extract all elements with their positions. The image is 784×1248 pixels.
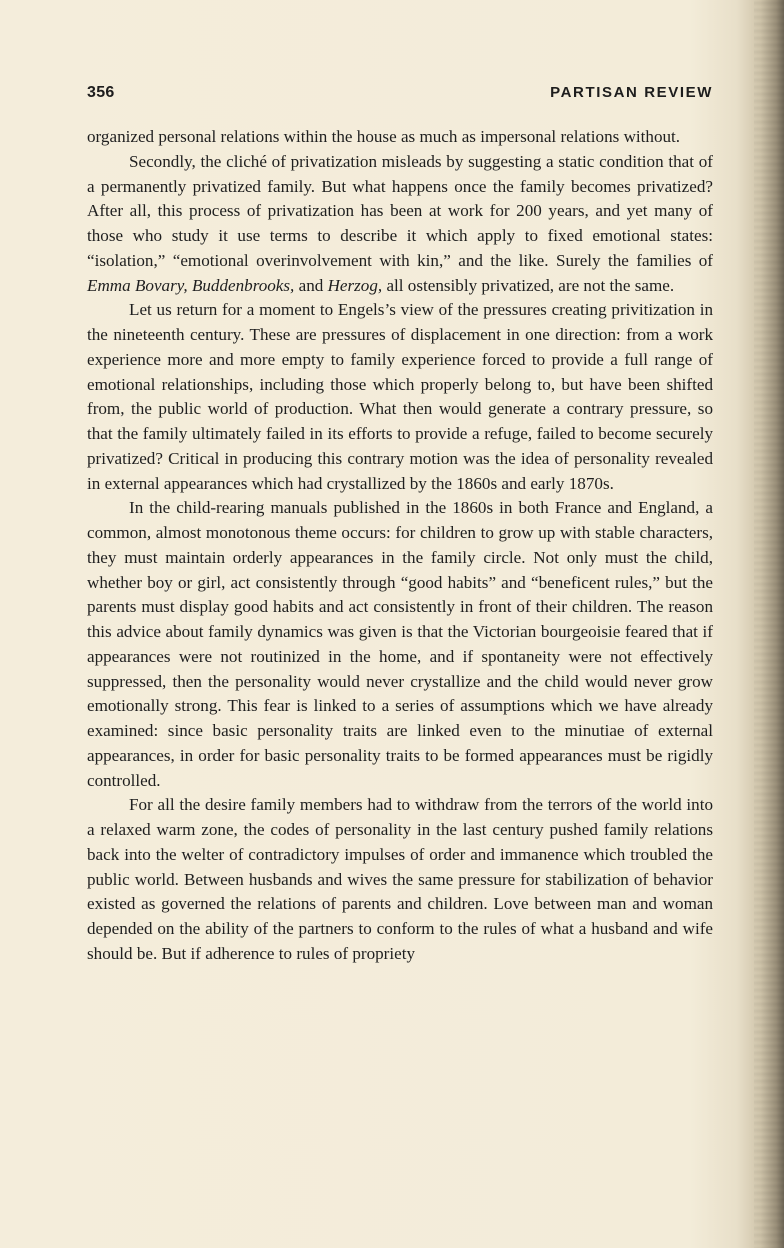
text-segment: and (294, 275, 328, 295)
italic-title: Herzog, (327, 275, 383, 295)
paragraph (87, 496, 713, 793)
paragraph (87, 150, 713, 299)
page-number: 356 (87, 84, 115, 101)
text-segment: In the child-rearing manuals published in the 1860s in both France and England, a common, almost monotonous theme occurs: for children to grow up with stable characters, they must maintain orderly appearances in the family circle. Not only must the child, whether boy or girl, act consistently through “good habits” and “beneficent rules,” but the parents must display good habits and act consistently in front of their children. The reason this advice about family dynamics was given is that the Victorian bourgeoisie feared that if appearances were not routinized in the home, and if spontaneity were not effectively suppressed, then the personality would never crystallize and the child would never grow emotionally strong. This fear is linked to a series of assumptions which we have already examined: since basic personality traits are linked even to the minutiae of external appearances, in order for basic personality traits to be formed appearances must be rigidly controlled. (87, 498, 713, 790)
text-segment: organized personal relations within the house as much as impersonal relations without. (87, 127, 681, 146)
text-segment: Let us return for a moment to Engels’s view of the pressures creating privitization in the nineteenth century. These are pressures of displacement in one direction: from a work experience more and more empty to family experience forced to provide a full range of emotional relationships, including those which properly belong to, but have been shifted from, the public world of production. What then would generate a contrary pressure, so that the family ultimately failed in its efforts to provide a refuge, failed to become securely privatized? Critical in producing this contrary motion was the idea of personality revealed in external appearances which had crystallized by the 1860s and early 1870s. (87, 300, 713, 493)
running-head: PARTISAN REVIEW (550, 84, 713, 101)
paragraph (87, 793, 713, 966)
text-segment: all ostensibly privatized, are not the same. (382, 275, 675, 295)
italic-title: Emma Bovary, (87, 275, 188, 295)
paragraph (87, 125, 713, 150)
page-header (87, 84, 713, 106)
text-segment: For all the desire family members had to withdraw from the terrors of the world into a relaxed warm zone, the codes of personality in the last century pushed family relations back into the welter of contradictory impulses of order and immanence which troubled the public world. Between husbands and wives the same pressure for stabilization of behavior existed as governed the relations of parents and children. Love between man and woman depended on the ability of the partners to conform to the rules of what a husband and wife should be. But if adherence to rules of propriety (87, 795, 713, 963)
text-segment: Secondly, the cliché of privatization misleads by suggesting a static condition that of a permanently privatized family. But what happens once the family becomes privatized? After all, this process of privatization has been at work for 200 years, and yet many of those who study it use terms to describe it which apply to fixed emotional states: “isolation,” “emotional overinvolvement with kin,” and the like. Surely the families of (87, 151, 713, 270)
page-edge-shadow (754, 0, 784, 1248)
body-text (87, 125, 713, 967)
paragraph (87, 298, 713, 496)
italic-title: Buddenbrooks, (191, 275, 295, 295)
